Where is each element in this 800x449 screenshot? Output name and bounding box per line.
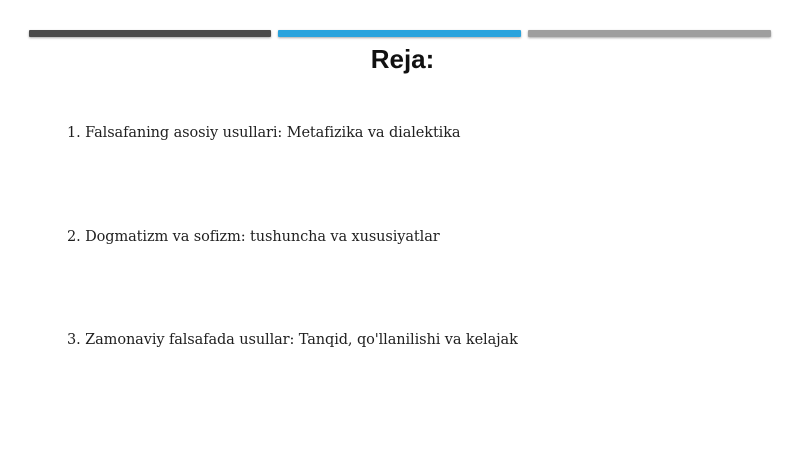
header-bar-blue	[278, 30, 521, 37]
agenda-item-1: 1. Falsafaning asosiy usullari: Metafizika va dialektika	[67, 125, 461, 141]
agenda-item-3: 3. Zamonaviy falsafada usullar: Tanqid, qo'llanilishi va kelajak	[67, 332, 518, 348]
agenda-item-2: 2. Dogmatizm va sofizm: tushuncha va xususiyatlar	[67, 229, 440, 245]
header-bar-gray	[528, 30, 771, 37]
header-bar-dark	[29, 30, 271, 37]
slide-title: Reja:	[370, 44, 435, 74]
